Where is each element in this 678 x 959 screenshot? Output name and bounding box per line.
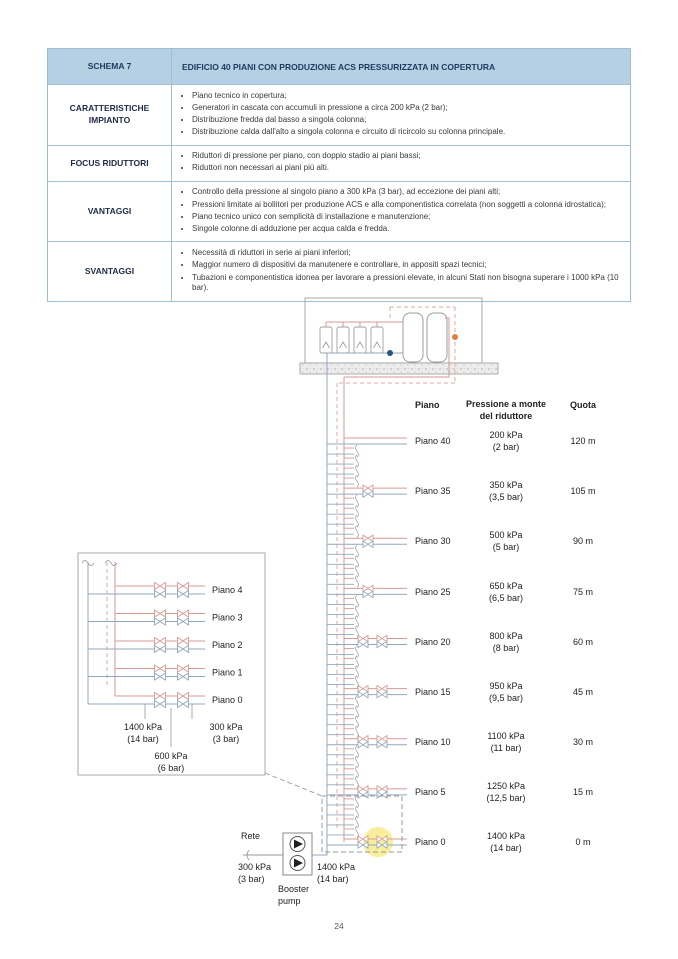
- floor-pressure: 200 kPa (2 bar): [489, 430, 523, 452]
- floor-quota: 60 m: [572, 637, 593, 647]
- circulation-pump-icon: [387, 350, 393, 356]
- floor-piano: Piano 30: [415, 536, 451, 546]
- floor-piano: Piano 5: [415, 787, 446, 797]
- floor-table-header: [412, 399, 612, 423]
- detail-inset: [78, 553, 265, 775]
- inset-floor-label: Piano 4: [212, 585, 243, 595]
- floor-piano: Piano 15: [415, 687, 451, 697]
- floor-pressure: 950 kPa (9,5 bar): [488, 681, 523, 703]
- floor-pressure: 1400 kPa (14 bar): [486, 831, 526, 853]
- floor-quota: 105 m: [570, 486, 596, 496]
- bullet-item: • Pressioni limitate ai bollitori per produzione ACS e alla componentistica correlata (non soggetti a colonna idrostatica);: [192, 200, 620, 211]
- boiler-cascade: [320, 327, 383, 353]
- floor-pressure: 1250 kPa (12,5 bar): [486, 781, 526, 803]
- booster-pump-assembly: [238, 831, 355, 906]
- row-content: [172, 85, 631, 146]
- stage3-bar: (3 bar): [212, 734, 240, 744]
- floor-piano: Piano 0: [415, 837, 446, 847]
- table-row: [48, 85, 631, 146]
- floor-piano: Piano 10: [415, 737, 451, 747]
- floor-row: [412, 430, 612, 454]
- rete-label: Rete: [241, 831, 261, 841]
- bullet-item: • Piano tecnico unico con semplicità di installazione e manutenzione;: [192, 212, 620, 223]
- bullet-item: • Generatori in cascata con accumuli in pressione a circa 200 kPa (2 bar);: [192, 103, 620, 114]
- bullet-item: • Tubazioni e componentistica idonea per lavorare a pressioni elevate, in alcuni Stati non bisogna superare i 1000 kPa (10 bar).: [192, 273, 620, 295]
- inset-floor-label: Piano 1: [212, 667, 243, 678]
- floor-piano: Piano 40: [415, 436, 451, 446]
- row-label-vantaggi: VANTAGGI: [48, 181, 172, 242]
- bullet-item: • Controllo della pressione al singolo piano a 300 kPa (3 bar), ad eccezione dei piani alti;: [192, 187, 620, 198]
- bullet-item: • Piano tecnico in copertura;: [192, 91, 620, 102]
- floor-pressure: 500 kPa (5 bar): [489, 530, 523, 552]
- floor-branches: [327, 438, 407, 848]
- bullet-item: • Singole colonne di adduzione per acqua calda e fredda.: [192, 224, 620, 235]
- cold-riser: [312, 353, 327, 855]
- inset-floor-label: Piano 0: [212, 695, 243, 705]
- storage-tanks: [403, 313, 447, 362]
- bullet-item: • Necessità di riduttori in serie ai piani inferiori;: [192, 248, 620, 259]
- floor-row: [412, 781, 612, 805]
- table-row: [48, 181, 631, 242]
- booster-pump-label-2: pump: [278, 896, 301, 906]
- table-row: [48, 145, 631, 181]
- inlet-bar: (3 bar): [238, 874, 265, 884]
- concrete-slab: [300, 363, 498, 374]
- bullet-item: • Maggior numero di dispositivi da manutenere e controllare, in appositi spazi tecnici;: [192, 260, 620, 271]
- schema-table: [47, 48, 631, 302]
- floor-quota: 30 m: [572, 737, 593, 747]
- bullet-item: • Distribuzione fredda dal basso a singola colonna;: [192, 115, 620, 126]
- outlet-pressure: 1400 kPa: [317, 862, 356, 872]
- schema-title-cell: EDIFICIO 40 PIANI CON PRODUZIONE ACS PRESSURIZZATA IN COPERTURA: [172, 49, 631, 85]
- floor-quota: 0 m: [575, 837, 591, 847]
- floor-pressure: 650 kPa (6,5 bar): [488, 581, 523, 603]
- floor-row: [412, 480, 612, 504]
- floor-quota: 15 m: [572, 787, 593, 797]
- row-label-caratteristiche: CARATTERISTICHE IMPIANTO: [48, 85, 172, 146]
- bullet-item: • Distribuzione calda dall'alto a singola colonna e circuito di ricircolo su colonna principale.: [192, 127, 620, 138]
- zoom-leader-line: [265, 773, 322, 796]
- floor-pressure: 1100 kPa (11 bar): [487, 731, 525, 753]
- rooftop-plant-room: [300, 298, 498, 855]
- bullet-item: • Riduttori non necessari ai piani più alti.: [192, 163, 620, 174]
- floor-piano: Piano 25: [415, 587, 451, 597]
- floor-piano: Piano 20: [415, 637, 451, 647]
- floor-row: [412, 581, 612, 605]
- row-content: [172, 145, 631, 181]
- floor-pressure: 800 kPa (8 bar): [489, 631, 523, 653]
- schema-number-cell: SCHEMA 7: [48, 49, 172, 85]
- building-diagram: [60, 290, 620, 920]
- stage1-bar: (14 bar): [127, 734, 159, 744]
- inset-floor-label: Piano 2: [212, 640, 243, 650]
- inlet-pressure: 300 kPa: [238, 862, 272, 872]
- col-piano: Piano: [415, 400, 440, 410]
- inset-branches: [88, 562, 205, 708]
- pipe-break-icon: [82, 561, 117, 566]
- row-label-svantaggi: SVANTAGGI: [48, 242, 172, 301]
- stage2-pressure: 600 kPa: [154, 751, 188, 761]
- floor-row: [412, 731, 612, 755]
- floor-piano: Piano 35: [415, 486, 451, 496]
- col-pressure: [462, 399, 550, 422]
- col-quota: Quota: [570, 400, 596, 410]
- floor-row: [412, 831, 612, 855]
- recirculation-pump-icon: [452, 334, 458, 340]
- col-pressure-line2: del riduttore: [479, 410, 533, 421]
- inset-floor-label: Piano 3: [212, 612, 243, 623]
- floor-row: [412, 530, 612, 554]
- stage2-bar: (6 bar): [157, 763, 185, 773]
- floor-quota: 90 m: [572, 536, 593, 546]
- row-content: [172, 181, 631, 242]
- floor-quota: 75 m: [572, 587, 593, 597]
- floor-pressure: 350 kPa (3,5 bar): [488, 480, 523, 502]
- table-header-row: [48, 49, 631, 85]
- stage1-pressure: 1400 kPa: [123, 722, 163, 732]
- row-label-focus-riduttori: FOCUS RIDUTTORI: [48, 145, 172, 181]
- floor-row: [412, 681, 612, 705]
- floor-quota: 120 m: [570, 436, 596, 446]
- floor-quota: 45 m: [572, 687, 593, 697]
- page-number: 24: [334, 921, 344, 931]
- booster-pump-label-1: Booster: [278, 884, 310, 894]
- floor-row: [412, 631, 612, 655]
- stage3-pressure: 300 kPa: [209, 722, 243, 732]
- bullet-item: • Riduttori di pressione per piano, con doppio stadio ai piani bassi;: [192, 151, 620, 162]
- outlet-bar: (14 bar): [317, 874, 349, 884]
- col-pressure-line1: Pressione a monte: [465, 399, 547, 409]
